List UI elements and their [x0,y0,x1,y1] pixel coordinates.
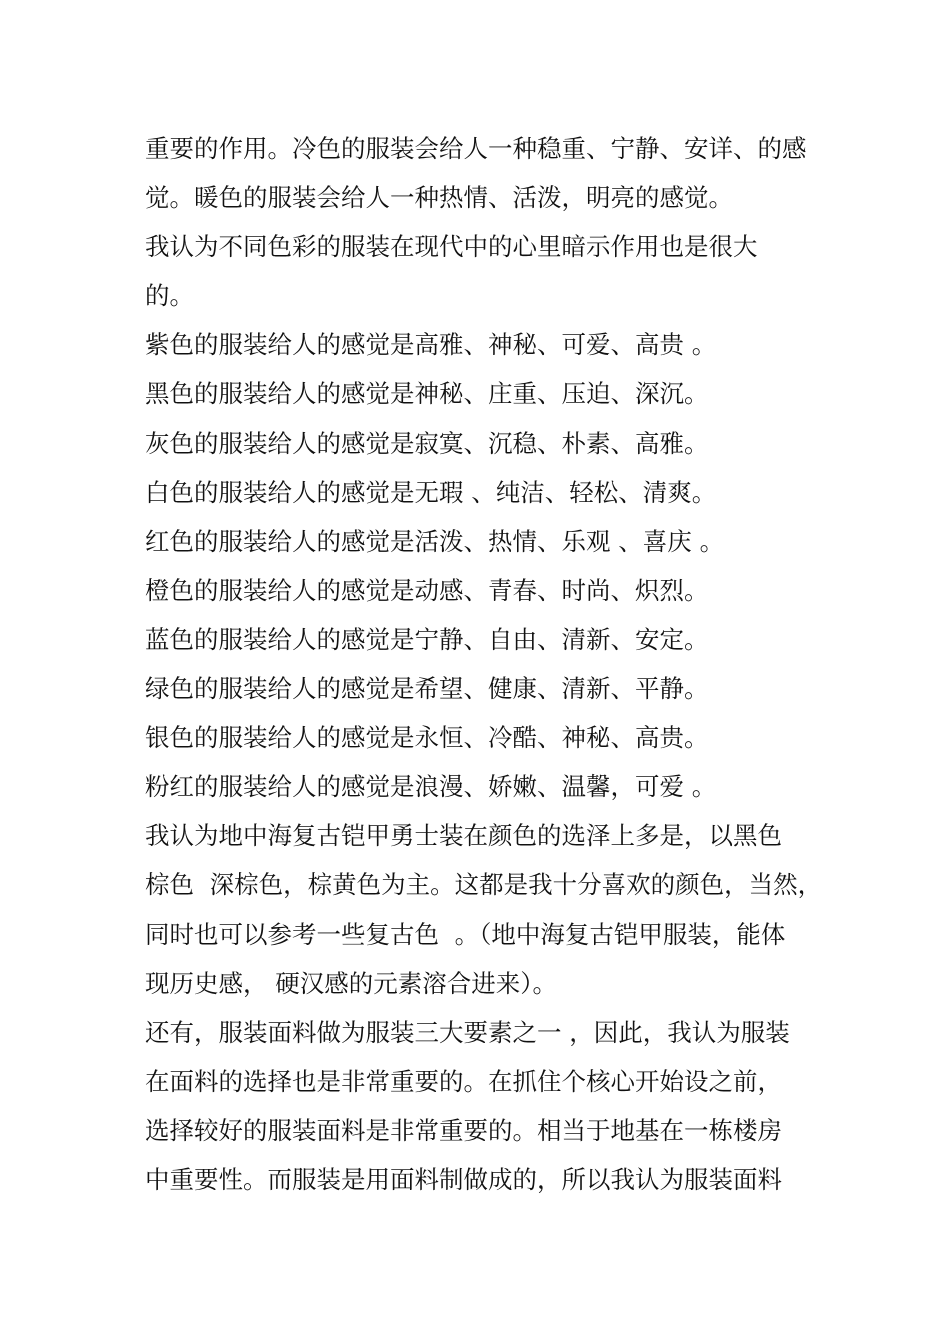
text-line: 白色的服装给人的感觉是无瑕 、纯洁、轻松、清爽。 [145,477,717,507]
text-line: 现历史感， 硬汉感的元素溶合进来）。 [145,968,558,998]
text-line: 黑色的服装给人的感觉是神秘、庄重、压迫、深沉。 [145,379,709,409]
text-line: 银色的服装给人的感觉是永恒、冷酷、神秘、高贵。 [145,723,709,753]
text-line: 粉红的服装给人的感觉是浪漫、娇嫩、温馨，可爱 。 [145,772,717,802]
text-line: 蓝色的服装给人的感觉是宁静、自由、清新、安定。 [145,624,709,654]
text-line: 在面料的选择也是非常重要的。在抓住个核心开始设之前， [145,1066,782,1096]
text-line: 橙色的服装给人的感觉是动感、青春、时尚、炽烈。 [145,575,709,605]
text-line: 我认为不同色彩的服装在现代中的心里暗示作用也是很大 [145,232,758,262]
text-line: 红色的服装给人的感觉是活泼、热情、乐观 、喜庆 。 [145,526,725,556]
text-line: 我认为地中海复古铠甲勇士装在颜色的选泽上多是，以黑色 [145,821,782,851]
text-line: 觉。暖色的服装会给人一种热情、活泼，明亮的感觉。 [145,183,733,213]
text-line: 灰色的服装给人的感觉是寂寞、沉稳、朴素、高雅。 [145,428,709,458]
text-line: 绿色的服装给人的感觉是希望、健康、清新、平静。 [145,674,709,704]
text-line: 棕色 深棕色，棕黄色为主。这都是我十分喜欢的颜色，当然， [145,870,823,900]
text-line: 中重要性。而服装是用面料制做成的，所以我认为服装面料 [145,1164,782,1194]
text-line: 选择较好的服装面料是非常重要的。相当于地基在一栋楼房 [145,1115,782,1145]
text-line: 同时也可以参考一些复古色 。（地中海复古铠甲服装，能体 [145,919,786,949]
document-body [145,124,835,1204]
text-line: 紫色的服装给人的感觉是高雅、神秘、可爱、高贵 。 [145,330,717,360]
text-line: 的。 [145,281,194,311]
text-line: 还有，服装面料做为服装三大要素之一 ，因此，我认为服装 [145,1017,790,1047]
text-line: 重要的作用。冷色的服装会给人一种稳重、宁静、安详、的感 [145,134,807,163]
